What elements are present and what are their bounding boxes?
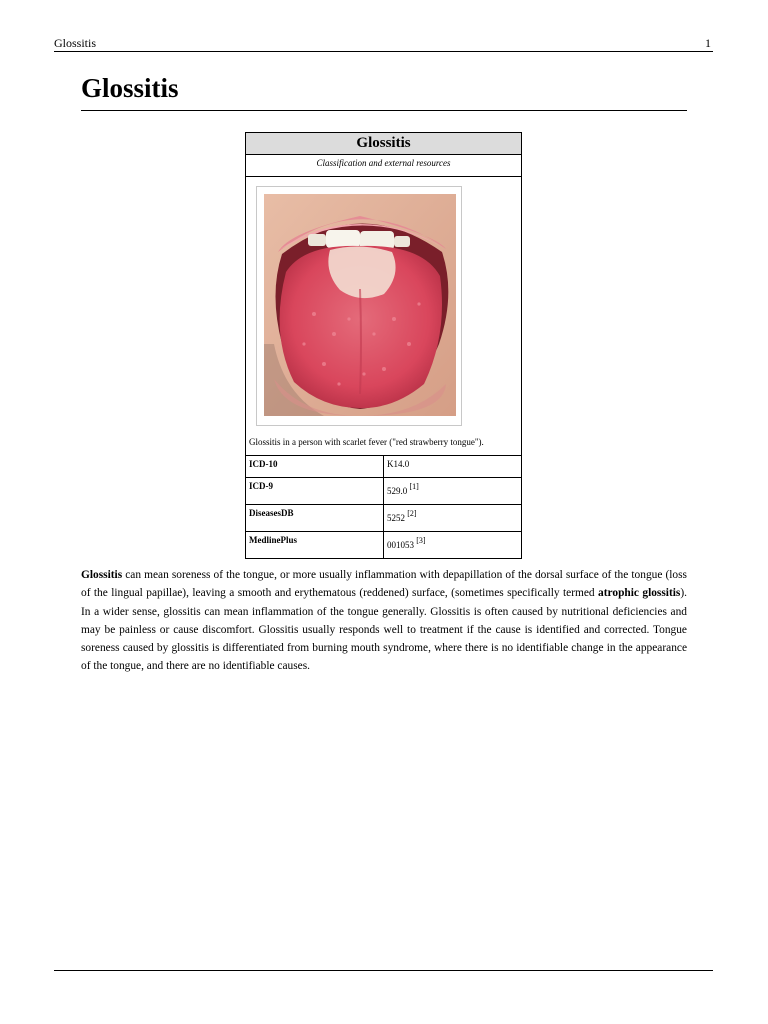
infobox-row-key: ICD-9 xyxy=(246,478,384,504)
infobox-image-frame xyxy=(256,186,462,426)
paragraph-text: can mean soreness of the tongue, or more usually inflammation with depapillation of the dorsal surface of the tongue (loss of the lingual papillae), leaving a smooth and erythematous (reddened) surface, (sometimes specifically termed xyxy=(81,569,687,600)
infobox-row-key: DiseasesDB xyxy=(246,505,384,531)
body-paragraph xyxy=(81,566,687,676)
code-value: 001053 xyxy=(387,540,414,550)
infobox-row xyxy=(246,478,521,505)
running-title: Glossitis xyxy=(54,36,97,50)
reference-link[interactable]: [2] xyxy=(407,509,417,518)
paragraph-text: ). In a wider sense, glossitis can mean inflammation of the tongue generally. Glossitis is often caused by nutritional deficiencies and may be painless or cause discomfort. Glossitis usually responds well to treatment if the cause is identified and corrected. Tongue soreness caused by glossitis is differentiated from burning mouth syndrome, where there is no identifiable change in the appearance of the tongue, and there are no identifiable causes. xyxy=(81,587,688,673)
page-number: 1 xyxy=(705,36,711,50)
infobox-row-key: MedlinePlus xyxy=(246,532,384,558)
infobox-title: Glossitis xyxy=(246,133,521,155)
code-value: 5252 xyxy=(387,513,405,523)
code-value: K14.0 xyxy=(387,459,410,469)
infobox-row-value xyxy=(384,456,521,477)
tongue-photo[interactable] xyxy=(264,194,456,416)
infobox xyxy=(245,132,522,559)
infobox-image-caption: Glossitis in a person with scarlet fever ("red strawberry tongue"). xyxy=(249,437,484,447)
code-value: 529.0 xyxy=(387,486,408,496)
lead-term: Glossitis xyxy=(81,569,123,581)
infobox-row-value xyxy=(384,532,521,558)
infobox-subtitle: Classification and external resources xyxy=(246,155,521,177)
infobox-row xyxy=(246,456,521,478)
infobox-row xyxy=(246,505,521,532)
infobox-row-value xyxy=(384,478,521,504)
reference-link[interactable]: [3] xyxy=(416,536,426,545)
reference-link[interactable]: [1] xyxy=(409,482,419,491)
page-title: Glossitis xyxy=(81,72,687,111)
infobox-image-cell xyxy=(246,177,521,456)
infobox-row-value xyxy=(384,505,521,531)
bold-term: atrophic glossitis xyxy=(598,587,681,600)
infobox-row-key: ICD-10 xyxy=(246,456,384,477)
infobox-row xyxy=(246,532,521,558)
running-header xyxy=(54,36,713,52)
footer-rule xyxy=(54,970,713,971)
